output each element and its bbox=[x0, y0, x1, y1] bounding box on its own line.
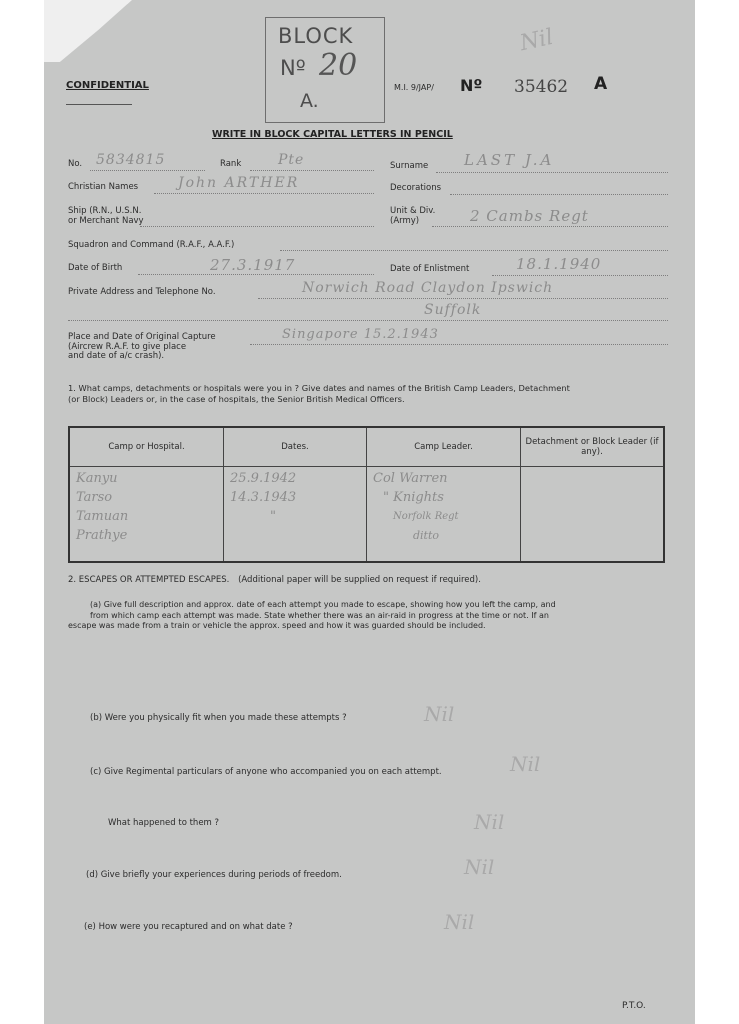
rank-value: Pte bbox=[278, 152, 305, 168]
squadron-label: Squadron and Command (R.A.F., A.A.F.) bbox=[68, 240, 235, 250]
address-label: Private Address and Telephone No. bbox=[68, 287, 216, 297]
nil-annotation: Nil bbox=[517, 24, 556, 57]
dob-value: 27.3.1917 bbox=[210, 256, 296, 274]
divider bbox=[66, 104, 132, 105]
date-entry: 25.9.1942 bbox=[230, 471, 297, 486]
christian-names-value: John ARTHER bbox=[178, 175, 300, 191]
address-value-line2: Suffolk bbox=[424, 302, 482, 318]
form-suffix: A bbox=[594, 74, 608, 94]
ship-label: Ship (R.N., U.S.N. or Merchant Navy bbox=[68, 206, 144, 226]
question-d: (d) Give briefly your experiences during periods of freedom. bbox=[86, 870, 342, 880]
answer-d: Nil bbox=[464, 855, 495, 879]
stamp-letter: A. bbox=[300, 90, 319, 112]
answer-b: Nil bbox=[424, 702, 455, 726]
service-no-label: No. bbox=[68, 159, 83, 169]
unit-label: Unit & Div. (Army) bbox=[390, 206, 436, 226]
block-stamp bbox=[265, 17, 385, 123]
folded-corner bbox=[44, 0, 132, 62]
form-sheet bbox=[44, 0, 695, 1024]
camps-table bbox=[68, 426, 665, 563]
rank-label: Rank bbox=[220, 159, 242, 169]
surname-value: LAST J.A bbox=[464, 151, 555, 169]
pto-label: P.T.O. bbox=[622, 1001, 646, 1011]
col-detachment-header: Detachment or Block Leader (if any). bbox=[521, 427, 665, 467]
service-no-value: 5834815 bbox=[96, 152, 166, 168]
address-value: Norwich Road Claydon Ipswich bbox=[302, 280, 554, 296]
camps-question: 1. What camps, detachments or hospitals were you in ? Give dates and names of the British Camp Leaders, Detachment (or Block) Leaders or, in the case of hospitals, the Senior British Medical Officers. bbox=[68, 383, 570, 404]
christian-names-label: Christian Names bbox=[68, 182, 139, 192]
col-camp-header: Camp or Hospital. bbox=[69, 427, 224, 467]
leader-entry: " Knights bbox=[383, 490, 444, 505]
camp-cell bbox=[69, 467, 224, 563]
instruction-heading: WRITE IN BLOCK CAPITAL LETTERS IN PENCIL bbox=[212, 129, 453, 140]
confidential-label: CONFIDENTIAL bbox=[66, 80, 149, 91]
answer-c: Nil bbox=[510, 752, 541, 776]
leader-entry: Col Warren bbox=[373, 471, 448, 486]
question-e: (e) How were you recaptured and on what date ? bbox=[84, 922, 293, 932]
answer-e: Nil bbox=[444, 910, 475, 934]
question-c2: What happened to them ? bbox=[108, 818, 220, 828]
escapes-note: (Additional paper will be supplied on request if required). bbox=[238, 575, 481, 585]
leader-entry: Norfolk Regt bbox=[393, 511, 459, 522]
leader-cell bbox=[367, 467, 521, 563]
stamp-number: 20 bbox=[319, 48, 358, 83]
camp-entry: Tarso bbox=[76, 490, 113, 505]
col-dates-header: Dates. bbox=[224, 427, 367, 467]
stamp-no-text: Nº bbox=[280, 56, 306, 80]
col-leader-header: Camp Leader. bbox=[367, 427, 521, 467]
escape-question-a: (a) Give full description and approx. date of each attempt you made to escape, showing how you left the camp, and from which camp each attempt was made. State whether there was an air-raid in progress at the time or not. If an escape was made from a train or vehicle the approx. speed and how it was guarded should be included. bbox=[68, 600, 556, 630]
escapes-heading: 2. ESCAPES OR ATTEMPTED ESCAPES. bbox=[68, 575, 230, 585]
camp-entry: Tamuan bbox=[76, 509, 129, 524]
form-number: 35462 bbox=[514, 77, 569, 97]
unit-value: 2 Cambs Regt bbox=[470, 207, 589, 225]
decorations-label: Decorations bbox=[390, 183, 442, 193]
capture-value: Singapore 15.2.1943 bbox=[282, 327, 439, 342]
enlistment-value: 18.1.1940 bbox=[516, 255, 602, 273]
leader-entry: ditto bbox=[413, 529, 440, 542]
stamp-block-text: BLOCK bbox=[278, 24, 354, 48]
ref-code: M.I. 9/JAP/ bbox=[394, 83, 434, 92]
answer-c2: Nil bbox=[474, 810, 505, 834]
enlistment-label: Date of Enlistment bbox=[390, 264, 470, 274]
surname-label: Surname bbox=[390, 161, 429, 171]
date-entry: 14.3.1943 bbox=[230, 490, 297, 505]
question-c: (c) Give Regimental particulars of anyone who accompanied you on each attempt. bbox=[90, 767, 442, 777]
date-entry: " bbox=[270, 509, 276, 524]
dob-label: Date of Birth bbox=[68, 263, 123, 273]
number-label: Nº bbox=[460, 76, 483, 95]
dates-cell bbox=[224, 467, 367, 563]
camp-entry: Kanyu bbox=[76, 471, 118, 486]
capture-label: Place and Date of Original Capture (Aircrew R.A.F. to give place and date of a/c crash). bbox=[68, 332, 216, 361]
escapes-heading-row bbox=[68, 575, 481, 585]
camp-entry: Prathye bbox=[76, 528, 128, 543]
detachment-cell bbox=[521, 467, 665, 563]
question-b: (b) Were you physically fit when you made these attempts ? bbox=[90, 713, 347, 723]
